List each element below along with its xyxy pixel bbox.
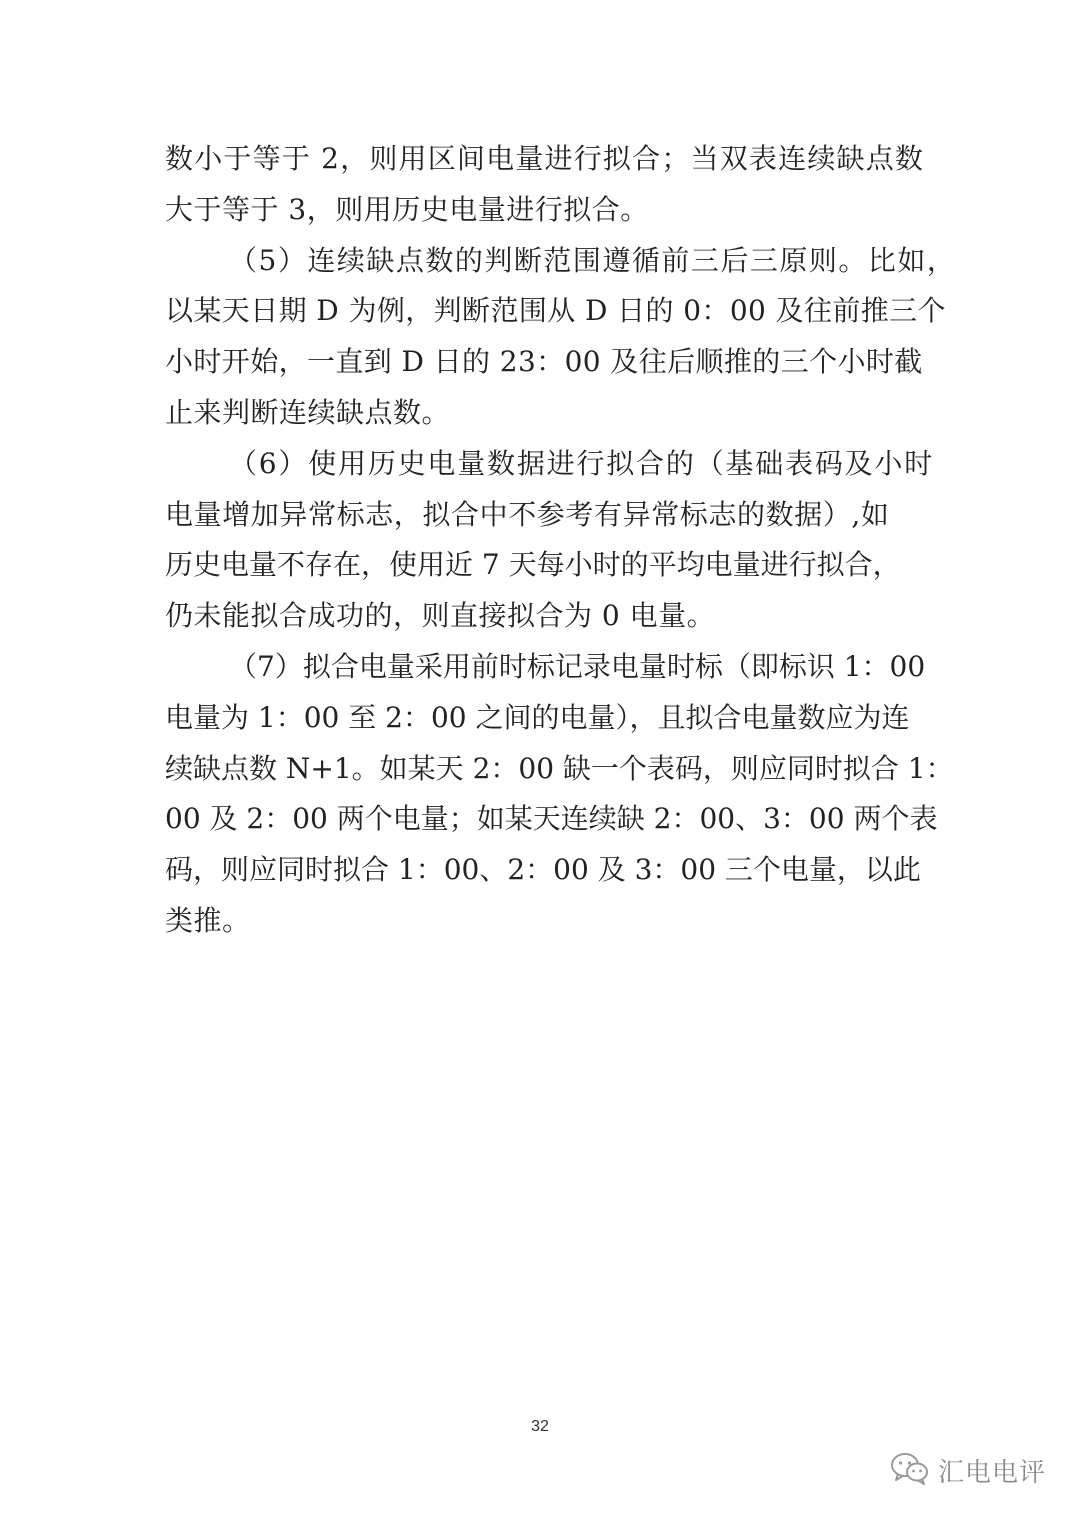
text-line: 类推。 — [165, 903, 251, 937]
text-line: 电量增加异常标志，拟合中不参考有异常标志的数据）,如 — [165, 497, 890, 531]
page-number: 32 — [531, 1418, 549, 1435]
text-line: （5）连续缺点数的判断范围遵循前三后三原则。比如， — [229, 243, 957, 277]
watermark-label: 汇电电评 — [937, 1457, 1046, 1488]
text-line: 00 及 2：00 两个电量；如某天连续缺 2：00、3：00 两个表 — [165, 802, 938, 836]
text-line: （6）使用历史电量数据进行拟合的（基础表码及小时 — [229, 446, 935, 480]
text-line: （7）拟合电量采用前时标记录电量时标（即标识 1：00 — [229, 649, 926, 683]
text-line: 码，则应同时拟合 1：00、2：00 及 3：00 三个电量，以此 — [165, 853, 921, 887]
text-line: 大于等于 3，则用历史电量进行拟合。 — [165, 192, 649, 226]
text-line: 止来判断连续缺点数。 — [165, 395, 451, 429]
text-line: 历史电量不存在，使用近 7 天每小时的平均电量进行拟合， — [165, 548, 901, 582]
watermark — [890, 1450, 1046, 1490]
text-line: 仍未能拟合成功的，则直接拟合为 0 电量。 — [165, 599, 716, 633]
text-line: 续缺点数 N+1。如某天 2：00 缺一个表码，则应同时拟合 1： — [165, 751, 954, 785]
document-body — [165, 134, 957, 947]
text-line: 小时开始，一直到 D 日的 23：00 及往后顺推的三个小时截 — [165, 345, 923, 379]
text-line: 以某天日期 D 为例，判断范围从 D 日的 0：00 及往前推三个 — [165, 294, 946, 328]
text-line: 数小于等于 2，则用区间电量进行拟合；当双表连续缺点数 — [165, 142, 925, 175]
text-line: 电量为 1：00 至 2：00 之间的电量），且拟合电量数应为连 — [165, 700, 910, 734]
wechat-icon — [890, 1451, 930, 1489]
